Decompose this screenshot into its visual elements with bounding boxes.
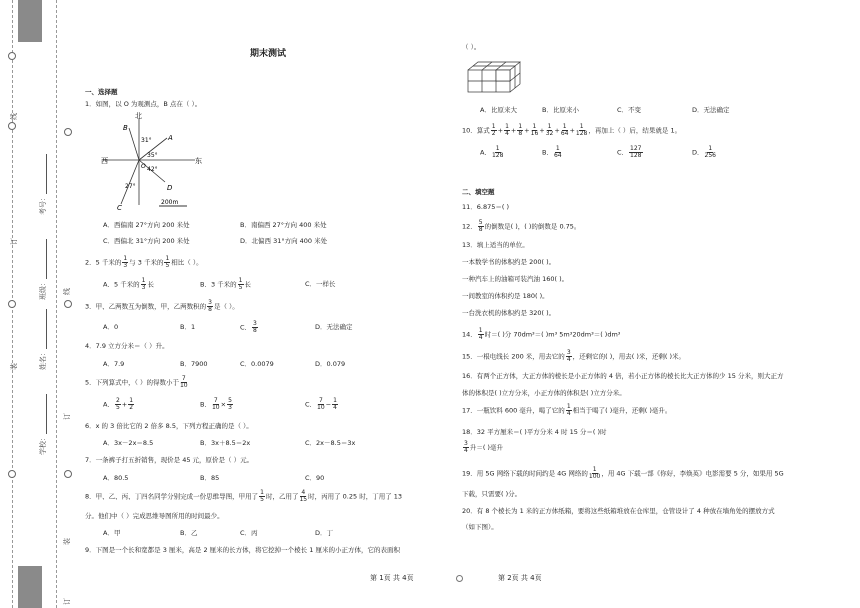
q10-stem: 10．算式 $\frac{1}{2}$ + $\frac{1}{4}$ + $\frac{1}{8}$ + $\frac{1}{16}$ + $\frac{1}{32}$ + $\frac{1}{64}$ + $\frac{1}{128}$ ，再加上（ ）后，结果就是 1。 — [462, 123, 682, 137]
q3-option-b[interactable]: B．1 — [180, 323, 196, 331]
q9-cuboid-figure — [466, 58, 526, 94]
page-footer-left: 第 1页 共 4页 — [370, 574, 414, 582]
gutter-label-name: 姓名： — [38, 309, 48, 370]
q15-stem: 15．一根电线长 200 米，用去它的 $\frac{3}{4}$ ，还剩它的( )，用去( )米，还剩( )米。 — [462, 349, 686, 363]
q6-option-b[interactable]: B．3x＋8.5＝2x — [200, 439, 251, 447]
q8-stem-line2: 分。他们中（ ）完成思维导图所用的时间最少。 — [85, 512, 224, 520]
q9-stem-cont: （ ）。 — [462, 43, 481, 51]
q8-option-b[interactable]: B．乙 — [180, 529, 198, 537]
q13-line-3: 一间教室的体积约是 180( )。 — [462, 292, 549, 300]
q5-option-c[interactable]: C． $\frac{7}{10}$ − $\frac{1}{4}$ — [305, 397, 337, 411]
fig-north-label: 北 — [135, 112, 142, 120]
q13-line-4: 一台洗衣机的体积约是 320( )。 — [462, 309, 556, 317]
q1-option-c[interactable]: C．西偏北 31°方向 200 米处 — [103, 237, 190, 245]
hole-circle — [8, 52, 16, 60]
q4-option-d[interactable]: D．0.079 — [315, 360, 346, 368]
q12-stem: 12． $\frac{5}{8}$ 的倒数是( )，( )的倒数是 0.75。 — [462, 219, 581, 233]
fig-angle-2: 35° — [147, 152, 158, 159]
q7-stem: 7．一条裤子打五折销售，现价是 45 元，原价是（ ）元。 — [85, 456, 254, 464]
gutter-strip-top — [18, 0, 42, 42]
fig-west-label: 西 — [101, 157, 108, 165]
q6-option-a[interactable]: A．3x－2x＝8.5 — [103, 439, 154, 447]
q14-stem: 14． $\frac{1}{4}$ 时＝( )分 70dm³＝( )m³ 5m³20dm³＝( )dm³ — [462, 327, 621, 341]
fig-point-b: B — [123, 124, 128, 132]
cut-char: 装 — [10, 363, 18, 370]
q3-option-d[interactable]: D．无法确定 — [315, 323, 353, 331]
hole-circle — [64, 470, 72, 478]
q10-option-c[interactable]: C． $\frac{127}{128}$ — [617, 145, 642, 159]
hole-circle — [8, 470, 16, 478]
q5-stem: 5．下列算式中，（ ）的得数小于 $\frac{7}{10}$ — [85, 375, 188, 389]
section-heading-choice: 一、选择题 — [85, 88, 118, 96]
q8-option-a[interactable]: A．甲 — [103, 529, 121, 537]
q1-option-b[interactable]: B．南偏西 27°方向 400 米处 — [240, 221, 327, 229]
q8-stem: 8．甲、乙、丙、丁四名同学分别完成一份思维导图，甲用了 $\frac{1}{5}$ 时，乙用了 $\frac{4}{15}$ 时，丙用了 0.25 时，丁用了 13 — [85, 489, 403, 503]
q1-stem: 1．如图，以 O 为观测点，B 点在（ ）。 — [85, 100, 202, 108]
cut-char: 线 — [63, 288, 71, 295]
q7-option-c[interactable]: C．90 — [305, 474, 325, 482]
cut-char: 线 — [10, 113, 18, 120]
hole-circle — [8, 122, 16, 130]
fig-point-d: D — [167, 184, 173, 192]
q3-stem: 3．甲、乙两数互为倒数，甲，乙两数积的 $\frac{3}{8}$ 是（ ）。 — [85, 299, 239, 313]
q4-option-a[interactable]: A．7.9 — [103, 360, 125, 368]
q9-option-b[interactable]: B．比原来小 — [542, 106, 579, 114]
q10-option-a[interactable]: A． $\frac{1}{128}$ — [480, 145, 504, 159]
page-footer-right: 第 2页 共 4页 — [498, 574, 542, 582]
q10-option-d[interactable]: D． $\frac{1}{256}$ — [692, 145, 716, 159]
cut-char: 订 — [63, 413, 71, 420]
fig-angle-4: 27° — [125, 183, 136, 190]
q1-option-a[interactable]: A．西偏南 27°方向 200 米处 — [103, 221, 190, 229]
q20-stem-line2: （如下图）。 — [462, 523, 498, 531]
hole-circle — [64, 128, 72, 136]
q2-stem: 2．5 千米的 $\frac{1}{3}$ 与 3 千米的 $\frac{1}{5}$ 相比（ ）。 — [85, 255, 203, 269]
q2-option-b[interactable]: B．3 千米的 $\frac{1}{5}$ 长 — [200, 277, 251, 291]
q19-stem-line1: 19．用 5G 网络下载的时间约是 4G 网络的 $\frac{1}{100}$ ，用 4G 下载一部《你好，李焕英》电影需要 5 分，如果用 5G — [462, 466, 784, 480]
q2-option-c[interactable]: C．一样长 — [305, 280, 336, 288]
section-heading-fill: 二、填空题 — [462, 188, 495, 196]
q19-stem-line2: 下载，只需要( )分。 — [462, 490, 522, 498]
q18-stem-line2: $\frac{3}{4}$ 升＝( )毫升 — [464, 440, 503, 454]
fig-point-c: C — [117, 204, 122, 212]
q1-direction-figure — [103, 110, 213, 212]
page-title: 期末测试 — [250, 49, 287, 59]
q7-option-b[interactable]: B．85 — [200, 474, 220, 482]
gutter-label-class: 班级： — [38, 239, 48, 300]
cut-line-inner — [56, 0, 57, 608]
fig-east-label: 东 — [195, 157, 202, 165]
fig-point-a: A — [168, 134, 173, 142]
fig-point-o: O — [141, 163, 146, 170]
footer-separator-circle — [456, 575, 463, 582]
q13-line-1: 一本数学书的体积约是 200( )。 — [462, 258, 556, 266]
q16-stem-line1: 16．有两个正方体，大正方体的棱长是小正方体的 4 倍，若小正方体的棱长比大正方体的少 15 分米，则大正方 — [462, 372, 784, 380]
q16-stem-line2: 体的体积是( )立方分米，小正方体的体积是( )立方分米。 — [462, 389, 626, 397]
q9-stem: 9．下图是一个长和宽都是 3 厘米，高是 2 厘米的长方体，将它挖掉一个棱长 1 厘米的小正方体，它的表面积 — [85, 546, 400, 554]
q5-option-b[interactable]: B． $\frac{7}{10}$ × $\frac{5}{3}$ — [200, 397, 232, 411]
gutter-label-school: 学校： — [38, 394, 48, 455]
q1-option-d[interactable]: D．北偏西 31°方向 400 米处 — [240, 237, 328, 245]
q20-stem-line1: 20．有 8 个棱长为 1 米的正方体纸箱，要将这些纸箱堆放在仓库里，仓管设计了 4 种放在墙角处的摆放方式 — [462, 507, 775, 515]
q3-option-c[interactable]: C． $\frac{3}{8}$ — [240, 320, 257, 334]
gutter-label-id: 考号： — [38, 154, 48, 215]
hole-circle — [8, 300, 16, 308]
q18-stem-line1: 18．32 平方厘米＝( )平方分米 4 时 15 分＝( )时 — [462, 428, 607, 436]
cut-char: 订 — [63, 598, 71, 605]
q4-option-b[interactable]: B．7900 — [180, 360, 208, 368]
fig-angle-3: 42° — [147, 166, 158, 173]
q6-option-c[interactable]: C．2x－8.5＝3x — [305, 439, 356, 447]
q9-option-c[interactable]: C．不变 — [617, 106, 642, 114]
q7-option-a[interactable]: A．80.5 — [103, 474, 129, 482]
q3-option-a[interactable]: A．0 — [103, 323, 119, 331]
fig-angle-1: 31° — [141, 137, 152, 144]
q9-option-d[interactable]: D．无法确定 — [692, 106, 730, 114]
gutter-strip-bottom — [18, 566, 42, 608]
q8-option-c[interactable]: C．丙 — [240, 529, 258, 537]
q9-option-a[interactable]: A．比原来大 — [480, 106, 517, 114]
q11-stem: 11．6.875＝( ) — [462, 203, 510, 211]
q6-stem: 6．x 的 3 倍比它的 2 倍多 8.5，下列方程正确的是（ ）。 — [85, 422, 253, 430]
cut-char: 装 — [63, 538, 71, 545]
binding-gutter — [0, 0, 78, 608]
q5-option-a[interactable]: A． $\frac{2}{5}$ + $\frac{1}{2}$ — [103, 397, 134, 411]
q13-line-2: 一种汽车上的油箱可装汽油 160( )。 — [462, 275, 569, 283]
q13-stem: 13．填上适当的单位。 — [462, 241, 529, 249]
hole-circle — [64, 300, 72, 308]
q4-option-c[interactable]: C．0.0079 — [240, 360, 274, 368]
q10-option-b[interactable]: B． $\frac{1}{64}$ — [542, 145, 562, 159]
q2-option-a[interactable]: A．5 千米的 $\frac{1}{3}$ 长 — [103, 277, 154, 291]
q4-stem: 4．7.9 立方分米＝（ ）升。 — [85, 342, 169, 350]
q8-option-d[interactable]: D．丁 — [315, 529, 334, 537]
fig-scale: 200m — [161, 199, 179, 206]
cut-char: 订 — [10, 238, 18, 245]
q17-stem: 17．一瓶饮料 600 毫升，喝了它的 $\frac{1}{4}$ 相当于喝了( )毫升，还剩( )毫升。 — [462, 403, 672, 417]
